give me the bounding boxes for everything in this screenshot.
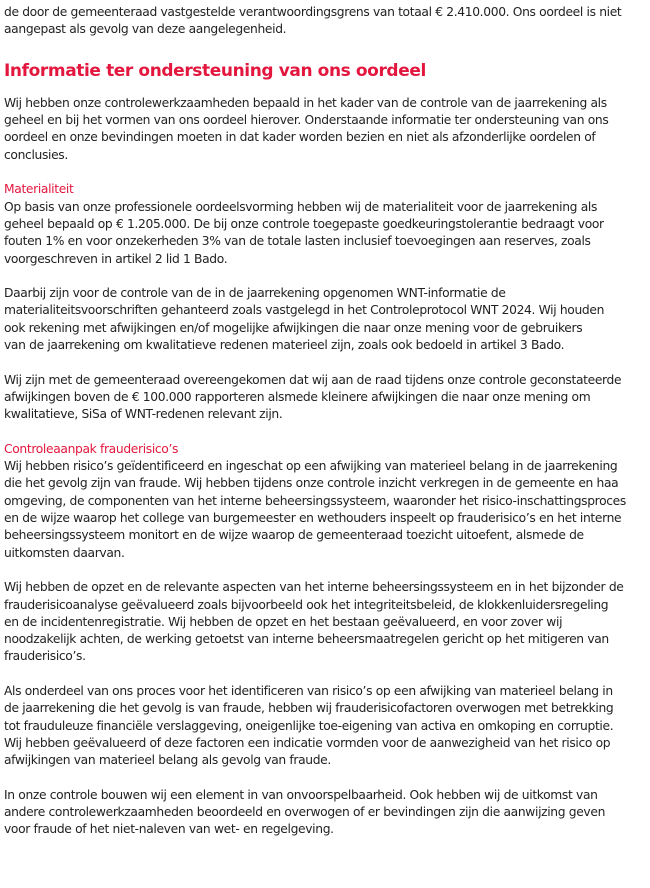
text-line: Als onderdeel van ons proces voor het identificeren van risico’s op een afwijking van materieel belang in: [4, 683, 613, 698]
fraude-paragraph-4: [4, 787, 650, 839]
text-line: Wij hebben de opzet en de relevante aspecten van het interne beheersingssysteem en in het bijzonder de: [4, 580, 624, 595]
text-line: de door de gemeenteraad vastgestelde verantwoordingsgrens van totaal € 2.410.000. Ons oordeel is niet: [4, 5, 622, 19]
subheading-fraude: Controleaanpak frauderisico’s: [4, 441, 179, 456]
text-line: van de jaarrekening om kwalitatieve redenen materieel zijn, zoals ook bedoeld in artikel 3 Bado.: [4, 338, 565, 353]
materialiteit-paragraph-2: [4, 285, 650, 354]
text-line: ook rekening met afwijkingen en/of mogelijke afwijkingen die naar onze mening voor de gebruikers: [4, 320, 583, 335]
text-line: Wij hebben geëvalueerd of deze factoren een indicatie vormden voor de aanwezigheid van het risico op: [4, 735, 611, 750]
intro-paragraph: [4, 4, 650, 39]
text-line: geheel bepaald op € 1.205.000. De bij onze controle toegepaste goedkeuringstolerantie bedraagt voor: [4, 216, 604, 231]
text-line: omgeving, de componenten van het interne beheersingssysteem, waaronder het risico-inschattingsproces: [4, 493, 626, 508]
text-line: fouten 1% en voor onzekerheden 3% van de totale lasten inclusief toevoegingen aan reserves, zoals: [4, 234, 591, 249]
fraude-paragraph-1: [4, 458, 650, 562]
text-line: kwalitatieve, SiSa of WNT-redenen relevant zijn.: [4, 407, 283, 422]
text-line: geheel en bij het vormen van ons oordeel hierover. Onderstaande informatie ter ondersteuning van ons: [4, 113, 609, 128]
text-line: In onze controle bouwen wij een element in van onvoorspelbaarheid. Ook hebben wij de uitkomst van: [4, 787, 598, 802]
text-line: voor fraude of het niet-naleven van wet- en regelgeving.: [4, 822, 334, 837]
materialiteit-paragraph-3: [4, 372, 650, 424]
document-page: [4, 4, 650, 839]
text-line: frauderisicoanalyse geëvalueerd zoals bijvoorbeeld ook het integriteitsbeleid, de klokkenluidersregeling: [4, 597, 609, 612]
text-line: afwijkingen van materieel belang als gevolg van fraude.: [4, 753, 331, 768]
text-line: tot frauduleuze financiële verslaggeving, oneigenlijke toe-eigening van activa en omkoping en corruptie.: [4, 718, 614, 733]
text-line: Daarbij zijn voor de controle van de in de jaarrekening opgenomen WNT-informatie de: [4, 286, 506, 301]
text-line: Wij hebben risico’s geïdentificeerd en ingeschat op een afwijking van materieel belang in de jaarrekening: [4, 459, 618, 474]
text-line: frauderisico’s.: [4, 649, 86, 664]
text-line: oordeel en onze bevindingen moeten in dat kader worden bezien en niet als afzonderlijke oordelen of: [4, 130, 596, 145]
materialiteit-paragraph-1: [4, 199, 650, 268]
text-line: beheersingssysteem monitort en de wijze waarop de gemeenteraad toezicht uitoefent, alsmede de: [4, 528, 584, 543]
text-line: aangepast als gevolg van deze aangelegenheid.: [4, 22, 287, 37]
text-line: Wij zijn met de gemeenteraad overeengekomen dat wij aan de raad tijdens onze controle geconstateerde: [4, 372, 622, 387]
text-line: en de incidentenregistratie. Wij hebben de opzet en het bestaan geëvalueerd, en voor zover wij: [4, 614, 563, 629]
fraude-paragraph-3: [4, 683, 650, 769]
section-heading: Informatie ter ondersteuning van ons oordeel: [4, 60, 426, 81]
text-line: uitkomsten daarvan.: [4, 545, 125, 560]
text-line: voorgeschreven in artikel 2 lid 1 Bado.: [4, 251, 228, 266]
text-line: afwijkingen boven de € 100.000 rapporteren alsmede kleinere afwijkingen die naar onze mening om: [4, 389, 591, 404]
subheading-materialiteit: Materialiteit: [4, 182, 74, 197]
text-line: die het gevolg zijn van fraude. Wij hebben tijdens onze controle inzicht verkregen in de gemeente en haa: [4, 476, 619, 491]
fraude-paragraph-2: [4, 579, 650, 665]
section-intro-paragraph: [4, 95, 650, 164]
text-line: Wij hebben onze controlewerkzaamheden bepaald in het kader van de controle van de jaarrekening als: [4, 95, 607, 110]
text-line: Op basis van onze professionele oordeelsvorming hebben wij de materialiteit voor de jaarrekening als: [4, 199, 598, 214]
text-line: noodzakelijk achten, de werking getoetst van interne beheersmaatregelen gericht op het mitigeren van: [4, 632, 609, 647]
text-line: de jaarrekening die het gevolg is van fraude, hebben wij frauderisicofactoren overwogen met betrekking: [4, 701, 614, 716]
text-line: en de wijze waarop het college van burgemeester en wethouders inspeelt op frauderisico’s en het interne: [4, 511, 622, 526]
text-line: materialiteitsvoorschriften gehanteerd zoals vastgelegd in het Controleprotocol WNT 2024. Wij houden: [4, 303, 605, 318]
text-line: andere controlewerkzaamheden beoordeeld en overwogen of er bevindingen zijn die aanwijzing geven: [4, 805, 606, 820]
text-line: conclusies.: [4, 147, 68, 162]
